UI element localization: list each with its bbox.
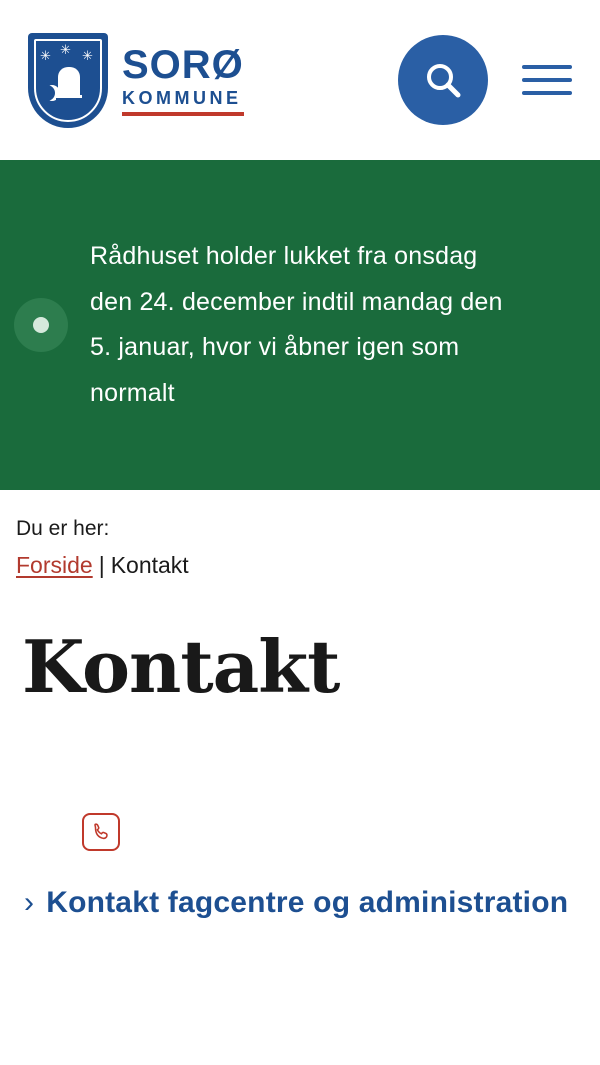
menu-icon-bar-3 bbox=[522, 91, 572, 95]
search-icon bbox=[421, 58, 465, 102]
logo-wordmark bbox=[122, 42, 244, 116]
site-logo[interactable] bbox=[28, 33, 244, 128]
logo-name-line1: SORØ bbox=[122, 42, 244, 87]
page-title: Kontakt bbox=[22, 623, 340, 709]
menu-icon-bar-1 bbox=[522, 65, 572, 69]
site-header bbox=[0, 0, 600, 160]
search-button[interactable] bbox=[398, 35, 488, 125]
breadcrumb-link-home[interactable]: Forside bbox=[16, 551, 93, 578]
menu-icon-bar-2 bbox=[522, 78, 572, 82]
breadcrumb-separator: | bbox=[98, 551, 105, 578]
header-actions bbox=[398, 35, 572, 125]
crest-icon: ✳ ✳ ✳ bbox=[28, 33, 108, 128]
alert-banner bbox=[0, 160, 600, 490]
menu-button[interactable] bbox=[522, 65, 572, 95]
info-dot-icon bbox=[14, 298, 68, 352]
alert-message: Rådhuset holder lukket fra onsdag den 24. december indtil mandag den 5. januar, hvor vi åbner igen som normalt bbox=[90, 242, 503, 407]
link-kontakt-fagcentre-og-administration[interactable] bbox=[24, 877, 576, 930]
logo-name-line2: KOMMUNE bbox=[122, 87, 242, 108]
breadcrumb bbox=[0, 490, 600, 579]
contact-link-card bbox=[0, 703, 600, 930]
breadcrumb-prefix: Du er her: bbox=[16, 517, 110, 540]
breadcrumb-current: Kontakt bbox=[110, 551, 189, 578]
card-link-label: Kontakt fagcentre og administration bbox=[46, 885, 569, 919]
logo-underline bbox=[122, 112, 244, 116]
chevron-right-icon: › bbox=[24, 885, 35, 919]
phone-icon bbox=[82, 813, 120, 851]
